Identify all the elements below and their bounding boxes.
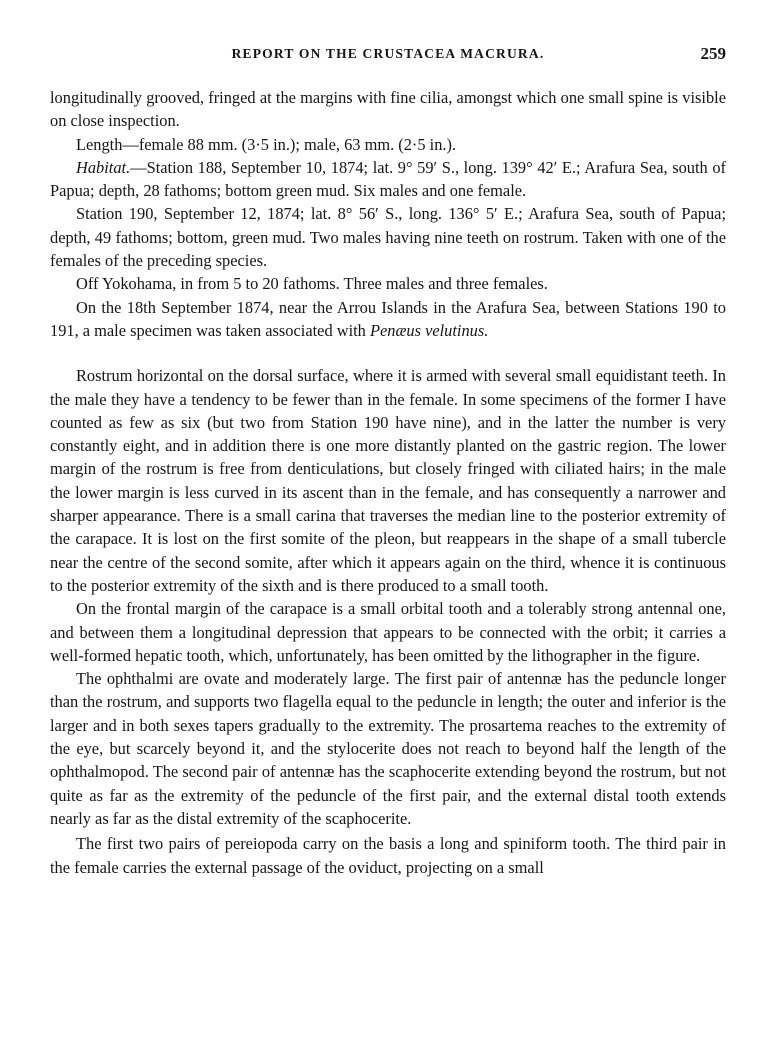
arrou-text: On the 18th September 1874, near the Arrou Islands in the Arafura Sea, between Stations 190 to 191, a male specimen was taken associated with [50, 297, 726, 340]
paragraph-rostrum: Rostrum horizontal on the dorsal surface, where it is armed with several small equidistant teeth. In the male they have a tendency to be fewer than in the female. In some specimens of the former I have counted as few as six (but two from Station 190 have nine), and in the latter the number is very constantly eight, and in addition there is one more distantly planted on the gastric region. The lower margin of the rostrum is free from denticulations, but closely fringed with ciliated hairs; in the male the lower margin is less curved in its ascent than in the female, and has consequently a narrower and sharper appearance. There is a small carina that traverses the median line to the posterior extremity of the carapace. It is lost on the first somite of the pleon, but reappears in the shape of a small tubercle near the centre of the second somite, after which it appears again on the third, whence it is continuous to the posterior extremity of the sixth and is there produced to a small tooth. [50, 366, 726, 595]
habitat-text: —Station 188, September 10, 1874; lat. 9° 59′ S., long. 139° 42′ E.; Arafura Sea, south of Papua; depth, 28 fathoms; bottom green mud. Six males and one female. [50, 157, 726, 201]
page-header [50, 46, 726, 68]
paragraph-habitat [50, 156, 726, 203]
paragraph-arrou-islands [50, 296, 726, 343]
running-head: REPORT ON THE CRUSTACEA MACRURA. [231, 46, 545, 61]
paragraph-ophthalmi: The ophthalmi are ovate and moderately large. The first pair of antennæ has the peduncle longer than the rostrum, and supports two flagella equal to the peduncle in length; the outer and inferior is the larger and in both sexes tapers gradually to the extremity. The prosartema reaches to the extremity of the eye, but scarcely beyond it, and the stylocerite does not reach to beyond half the length of the ophthalmopod. The second pair of antennæ has the scaphocerite extending beyond the rostrum, but not quite as far as the extremity of the peduncle of the first pair, and the external distal tooth extends nearly as far as the distal extremity of the scaphocerite. [50, 669, 726, 828]
species-name: Penæus velutinus. [369, 320, 489, 340]
paragraph-yokohama: Off Yokohama, in from 5 to 20 fathoms. Three males and three females. [76, 274, 548, 294]
paragraph-pereiopoda: The first two pairs of pereiopoda carry on the basis a long and spiniform tooth. The third pair in the female carries the external passage of the oviduct, projecting on a small [50, 834, 726, 877]
paragraph-length: Length—female 88 mm. (3·5 in.); male, 63 mm. (2·5 in.). [76, 134, 457, 154]
paragraph-station-190: Station 190, September 12, 1874; lat. 8° 56′ S., long. 136° 5′ E.; Arafura Sea, south of Papua; depth, 49 fathoms; bottom, green mud. Two males having nine teeth on rostrum. Taken with one of the females of the preceding species. [50, 204, 726, 271]
page-number: 259 [700, 44, 726, 63]
body-text [50, 86, 726, 879]
paragraph-carapace: On the frontal margin of the carapace is a small orbital tooth and a tolerably strong antennal one, and between them a longitudinal depression that appears to be connected with the orbit; it carries a well-formed hepatic tooth, which, unfortunately, has been omitted by the lithographer in the figure. [50, 599, 726, 665]
paragraph-continuation: longitudinally grooved, fringed at the margins with fine cilia, amongst which one small spine is visible on close inspection. [50, 88, 726, 131]
habitat-label: Habitat. [76, 157, 131, 177]
